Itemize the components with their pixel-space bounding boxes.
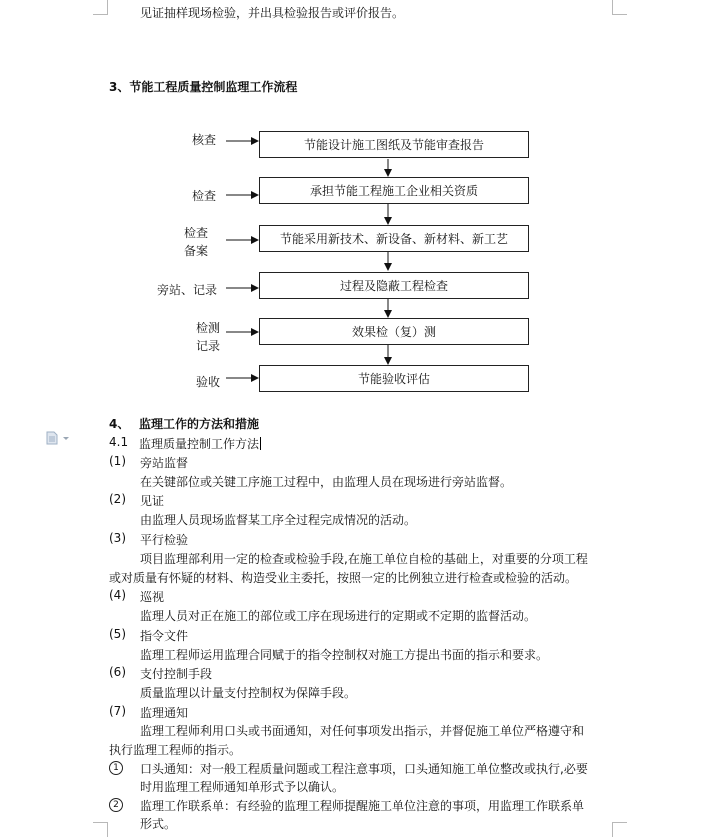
flow-box-contractor-qualification: [259, 177, 529, 204]
flow-box-text: 节能采用新技术、新设备、新材料、新工艺: [279, 232, 508, 246]
flow-box-acceptance-evaluation: [259, 365, 529, 392]
flow-box-text: 效果检（复）测: [351, 325, 436, 339]
flow-box-new-technology: [259, 225, 529, 252]
flow-box-text: 承担节能工程施工企业相关资质: [309, 184, 478, 198]
item-number: (1): [109, 454, 126, 468]
flow-box-effect-retest: [259, 318, 529, 345]
item-title: 平行检验: [140, 533, 189, 547]
item-body: 监理工程师利用口头或书面通知，对任何事项发出指示，并督促施工单位严格遵守和: [140, 724, 585, 738]
document-icon[interactable]: [46, 431, 72, 448]
page-corner-mark: [93, 822, 108, 837]
item-body: 项目监理部利用一定的检查或检验手段,在施工单位自检的基础上，对重要的分项工程: [140, 552, 588, 566]
item-number: (7): [109, 704, 126, 718]
flow-box-process-inspection: [259, 272, 529, 299]
circled-number: 2: [109, 798, 123, 812]
flow-label-inspect: 检查: [191, 189, 216, 203]
circled-item-text: 形式。: [140, 817, 177, 831]
circled-item-text: 口头通知：对一般工程质量问题或工程注意事项，口头通知施工单位整改或执行,必要: [140, 762, 588, 776]
flow-label-supervise-record: 旁站、记录: [156, 283, 217, 297]
circled-item-text: 时用监理工程师通知单形式予以确认。: [140, 780, 345, 794]
flow-label-record: 记录: [195, 339, 220, 353]
flow-label-acceptance: 验收: [195, 375, 220, 389]
flow-label-test: 检测: [195, 321, 220, 335]
item-number: (5): [109, 627, 126, 641]
section4-number: 4、: [109, 417, 130, 431]
item-number: (3): [109, 531, 126, 545]
subsection-title-text: 监理质量控制工作方法: [139, 437, 260, 451]
flow-box-text: 节能设计施工图纸及节能审查报告: [303, 138, 484, 152]
item-body: 在关键部位或关键工序施工过程中，由监理人员在现场进行旁站监督。: [140, 475, 513, 489]
circled-item-text: 监理工作联系单：有经验的监理工程师提醒施工单位注意的事项，用监理工作联系单: [140, 799, 585, 813]
item-body: 或对质量有怀疑的材料、构造受业主委托，按照一定的比例独立进行检查或检验的活动。: [109, 571, 578, 585]
item-title: 监理通知: [140, 706, 189, 720]
item-body: 监理工程师运用监理合同赋于的指令控制权对施工方提出书面的指示和要求。: [140, 648, 549, 662]
item-body: 由监理人员现场监督某工序全过程完成情况的活动。: [140, 513, 417, 527]
subsection-number: 4.1: [109, 435, 129, 449]
item-title: 支付控制手段: [140, 667, 213, 681]
flow-label-inspect-2: 检查: [183, 226, 208, 240]
section4-title: 监理工作的方法和措施: [139, 417, 260, 431]
circled-number: 1: [109, 761, 123, 775]
item-body: 执行监理工程师的指示。: [109, 743, 242, 757]
top-line-text: 见证抽样现场检验，并出具检验报告或评价报告。: [140, 6, 405, 20]
item-title: 旁站监督: [140, 456, 189, 470]
item-body: 监理人员对正在施工的部位或工序在现场进行的定期或不定期的监督活动。: [140, 609, 537, 623]
page-corner-mark: [612, 822, 627, 837]
item-body: 质量监理以计量支付控制权为保障手段。: [140, 686, 357, 700]
item-number: (4): [109, 588, 126, 602]
item-title: 巡视: [140, 590, 165, 604]
flow-box-text: 节能验收评估: [357, 372, 430, 386]
flow-box-text: 过程及隐蔽工程检查: [339, 279, 448, 293]
flow-box-design-drawings: [259, 131, 529, 158]
subsection-title[interactable]: [139, 435, 261, 452]
item-number: (2): [109, 492, 126, 506]
item-number: (6): [109, 665, 126, 679]
text-cursor: [260, 437, 261, 450]
flow-label-record-filing: 备案: [183, 244, 208, 258]
flow-label-verify: 核查: [191, 133, 216, 147]
item-title: 见证: [140, 494, 165, 508]
item-title: 指令文件: [140, 629, 189, 643]
section3-heading: 3、节能工程质量控制监理工作流程: [109, 80, 298, 94]
